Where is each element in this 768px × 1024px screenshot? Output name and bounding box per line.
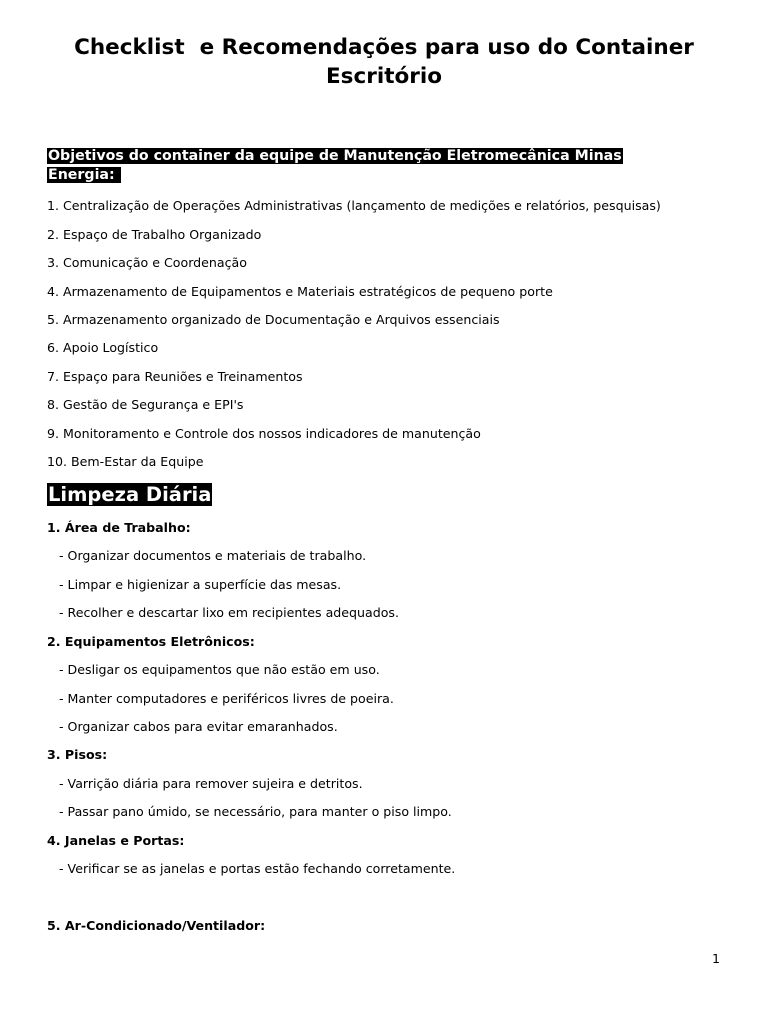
objectives-heading-line-1: Objetivos do container da equipe de Manutenção Eletromecânica Minas: [48, 148, 622, 164]
objective-item: 3. Comunicação e Coordenação: [47, 255, 247, 270]
objective-item: 5. Armazenamento organizado de Documentação e Arquivos essenciais: [47, 312, 500, 327]
objectives-heading: [47, 147, 687, 185]
objective-item: 8. Gestão de Segurança e EPI's: [47, 397, 244, 412]
cleaning-item: - Recolher e descartar lixo em recipientes adequados.: [47, 605, 399, 620]
cleaning-item: - Organizar documentos e materiais de trabalho.: [47, 548, 367, 563]
title-line-1: Checklist e Recomendações para uso do Container: [74, 35, 694, 60]
objective-item: 4. Armazenamento de Equipamentos e Materiais estratégicos de pequeno porte: [47, 284, 553, 299]
cleaning-section-heading: 4. Janelas e Portas:: [47, 833, 185, 848]
objective-item: 1. Centralização de Operações Administrativas (lançamento de medições e relatórios, pesquisas): [47, 198, 661, 213]
cleaning-item: - Desligar os equipamentos que não estão em uso.: [47, 662, 380, 677]
page-title: [30, 33, 738, 91]
objectives-heading-line-2: Energia:: [48, 167, 120, 183]
objective-item: 7. Espaço para Reuniões e Treinamentos: [47, 369, 303, 384]
cleaning-section-heading: 1. Área de Trabalho:: [47, 520, 191, 535]
objective-item: 6. Apoio Logístico: [47, 340, 159, 355]
cleaning-item: - Varrição diária para remover sujeira e detritos.: [47, 776, 363, 791]
cleaning-item: - Verificar se as janelas e portas estão fechando corretamente.: [47, 861, 456, 876]
daily-cleaning-heading-text: Limpeza Diária: [48, 483, 212, 506]
page-number: 1: [711, 951, 720, 966]
objective-item: 2. Espaço de Trabalho Organizado: [47, 227, 262, 242]
cleaning-item: - Passar pano úmido, se necessário, para manter o piso limpo.: [47, 804, 452, 819]
cleaning-item: - Limpar e higienizar a superfície das mesas.: [47, 577, 342, 592]
cleaning-section-heading: 2. Equipamentos Eletrônicos:: [47, 634, 255, 649]
cleaning-item: - Organizar cabos para evitar emaranhados.: [47, 719, 338, 734]
cleaning-item: - Manter computadores e periféricos livres de poeira.: [47, 691, 394, 706]
cleaning-section-heading: 3. Pisos:: [47, 747, 108, 762]
title-line-2: Escritório: [326, 64, 442, 89]
cleaning-section-heading: 5. Ar-Condicionado/Ventilador:: [47, 918, 266, 933]
objective-item: 9. Monitoramento e Controle dos nossos indicadores de manutenção: [47, 426, 481, 441]
objective-item: 10. Bem-Estar da Equipe: [47, 454, 204, 469]
daily-cleaning-heading: [47, 481, 212, 508]
